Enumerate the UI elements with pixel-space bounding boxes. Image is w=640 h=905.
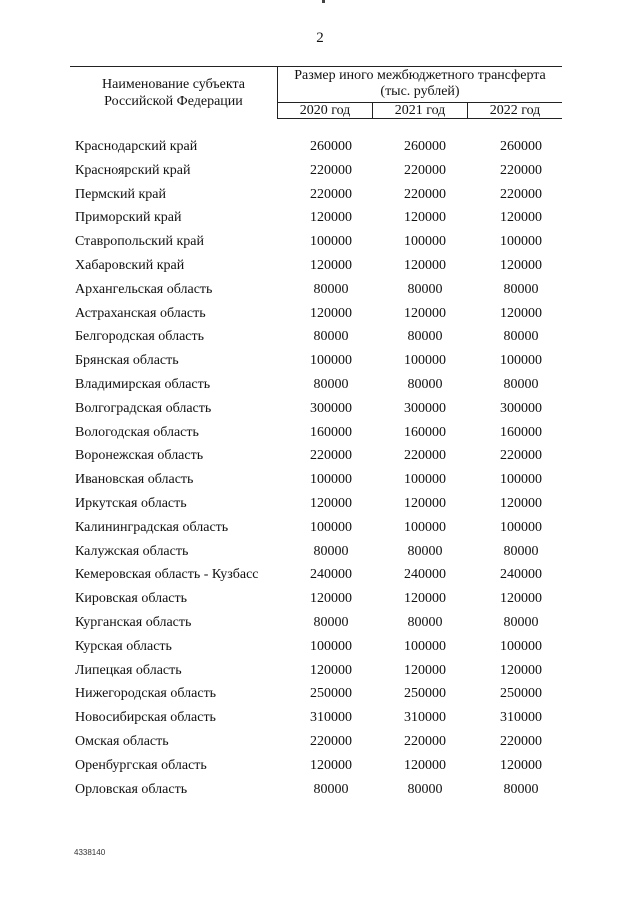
subject-name-cell: Иркутская область — [75, 495, 187, 511]
value-cell-2020: 220000 — [310, 162, 352, 178]
value-cell-2020: 120000 — [310, 257, 352, 273]
table-row — [0, 682, 640, 706]
subject-name-cell: Вологодская область — [75, 424, 199, 440]
table-row — [0, 421, 640, 445]
value-cell-2022: 100000 — [500, 353, 542, 369]
header-years — [278, 102, 562, 119]
value-cell-2020: 100000 — [310, 472, 352, 488]
value-cell-2020: 80000 — [313, 376, 349, 392]
value-cell-2021: 100000 — [404, 353, 446, 369]
value-cell-2021: 220000 — [404, 448, 446, 464]
value-cell-2022: 120000 — [500, 305, 542, 321]
value-cell-2021: 80000 — [407, 281, 443, 297]
value-cell-2021: 120000 — [404, 305, 446, 321]
value-cell-2021: 80000 — [407, 781, 443, 797]
table-row — [0, 373, 640, 397]
value-cell-2021: 100000 — [404, 519, 446, 535]
value-cell-2022: 100000 — [500, 519, 542, 535]
value-cell-2021: 120000 — [404, 757, 446, 773]
header-name-line1: Наименование субъекта — [102, 77, 245, 92]
header-transfer-size — [278, 67, 562, 103]
table-body — [0, 135, 640, 801]
value-cell-2022: 120000 — [500, 210, 542, 226]
subject-name-cell: Орловская область — [75, 781, 188, 797]
subject-name-cell: Краснодарский край — [75, 139, 198, 154]
subject-name-cell: Калининградская область — [75, 519, 229, 535]
subject-name-cell: Владимирская область — [75, 376, 211, 392]
table-row — [0, 563, 640, 587]
value-cell-2022: 260000 — [500, 139, 542, 154]
table-row — [0, 706, 640, 730]
value-cell-2022: 120000 — [500, 662, 542, 678]
table-row — [0, 302, 640, 326]
value-cell-2021: 120000 — [404, 495, 446, 511]
value-cell-2021: 120000 — [404, 591, 446, 607]
value-cell-2020: 80000 — [313, 543, 349, 559]
header-year-2021: 2021 год — [373, 102, 468, 119]
header-year-2020: 2020 год — [278, 102, 373, 119]
subject-name-cell: Ивановская область — [75, 472, 194, 488]
table-row — [0, 159, 640, 183]
subject-name-cell: Калужская область — [75, 543, 189, 559]
value-cell-2020: 100000 — [310, 234, 352, 250]
value-cell-2021: 80000 — [407, 543, 443, 559]
value-cell-2020: 120000 — [310, 495, 352, 511]
value-cell-2022: 100000 — [500, 638, 542, 654]
subject-name-cell: Пермский край — [75, 186, 166, 202]
value-cell-2020: 120000 — [310, 757, 352, 773]
table-row — [0, 183, 640, 207]
subject-name-cell: Нижегородская область — [75, 686, 217, 702]
value-cell-2021: 300000 — [404, 400, 446, 416]
subject-name-cell: Воронежская область — [75, 448, 204, 464]
value-cell-2020: 80000 — [313, 614, 349, 630]
value-cell-2022: 80000 — [503, 329, 539, 345]
table-row — [0, 325, 640, 349]
value-cell-2020: 160000 — [310, 424, 352, 440]
table-row — [0, 516, 640, 540]
table-row — [0, 397, 640, 421]
value-cell-2022: 80000 — [503, 543, 539, 559]
subject-name-cell: Новосибирская область — [75, 710, 216, 726]
subject-name-cell: Кировская область — [75, 591, 188, 607]
value-cell-2022: 240000 — [500, 567, 542, 583]
table-row — [0, 444, 640, 468]
value-cell-2020: 120000 — [310, 210, 352, 226]
header-size-line1: Размер иного межбюджетного трансферта — [294, 68, 546, 83]
subject-name-cell: Ставропольский край — [75, 234, 204, 250]
value-cell-2020: 220000 — [310, 733, 352, 749]
header-year-2022: 2022 год — [489, 103, 541, 118]
header-bottom-line — [278, 118, 562, 119]
table-row — [0, 659, 640, 683]
value-cell-2022: 220000 — [500, 448, 542, 464]
table-row — [0, 778, 640, 802]
value-cell-2022: 100000 — [500, 472, 542, 488]
value-cell-2021: 80000 — [407, 614, 443, 630]
value-cell-2022: 160000 — [500, 424, 542, 440]
subject-name-cell: Красноярский край — [75, 162, 191, 178]
value-cell-2020: 100000 — [310, 353, 352, 369]
table-row — [0, 540, 640, 564]
subject-name-cell: Астраханская область — [75, 305, 206, 321]
page-number: 2 — [316, 30, 324, 46]
table-row — [0, 587, 640, 611]
table-row — [0, 135, 640, 159]
subject-name-cell: Архангельская область — [75, 281, 213, 297]
value-cell-2022: 220000 — [500, 733, 542, 749]
table-row — [0, 349, 640, 373]
subject-name-cell: Липецкая область — [75, 662, 182, 678]
header-size-line2: (тыс. рублей) — [380, 84, 460, 99]
header-subject-name — [70, 67, 278, 119]
value-cell-2021: 120000 — [404, 662, 446, 678]
value-cell-2021: 80000 — [407, 376, 443, 392]
subject-name-cell: Омская область — [75, 733, 169, 749]
subject-name-cell: Кемеровская область - Кузбасс — [75, 567, 259, 583]
value-cell-2020: 240000 — [310, 567, 352, 583]
subject-name-cell: Брянская область — [75, 353, 179, 369]
value-cell-2022: 80000 — [503, 281, 539, 297]
value-cell-2022: 310000 — [500, 710, 542, 726]
value-cell-2020: 250000 — [310, 686, 352, 702]
document-id: 4338140 — [74, 848, 106, 857]
subject-name-cell: Курская область — [75, 638, 172, 654]
subject-name-cell: Приморский край — [75, 210, 182, 226]
value-cell-2022: 80000 — [503, 614, 539, 630]
value-cell-2020: 120000 — [310, 662, 352, 678]
value-cell-2022: 80000 — [503, 376, 539, 392]
value-cell-2020: 100000 — [310, 519, 352, 535]
value-cell-2021: 220000 — [404, 733, 446, 749]
value-cell-2022: 250000 — [500, 686, 542, 702]
table-row — [0, 754, 640, 778]
header-name-line2: Российской Федерации — [104, 94, 243, 109]
table-row — [0, 635, 640, 659]
value-cell-2022: 100000 — [500, 234, 542, 250]
value-cell-2020: 300000 — [310, 400, 352, 416]
value-cell-2020: 310000 — [310, 710, 352, 726]
value-cell-2022: 220000 — [500, 186, 542, 202]
table-header — [70, 66, 562, 119]
value-cell-2020: 120000 — [310, 591, 352, 607]
value-cell-2021: 100000 — [404, 472, 446, 488]
value-cell-2021: 250000 — [404, 686, 446, 702]
value-cell-2021: 160000 — [404, 424, 446, 440]
value-cell-2022: 220000 — [500, 162, 542, 178]
table-row — [0, 254, 640, 278]
value-cell-2021: 310000 — [404, 710, 446, 726]
table-row — [0, 230, 640, 254]
value-cell-2022: 120000 — [500, 495, 542, 511]
scan-mark — [322, 0, 325, 3]
value-cell-2021: 80000 — [407, 329, 443, 345]
subject-name-cell: Волгоградская область — [75, 400, 212, 416]
value-cell-2020: 80000 — [313, 281, 349, 297]
value-cell-2021: 100000 — [404, 638, 446, 654]
table-row — [0, 206, 640, 230]
value-cell-2021: 120000 — [404, 210, 446, 226]
value-cell-2020: 80000 — [313, 329, 349, 345]
value-cell-2022: 120000 — [500, 257, 542, 273]
value-cell-2022: 120000 — [500, 757, 542, 773]
table-row — [0, 730, 640, 754]
value-cell-2020: 220000 — [310, 448, 352, 464]
table-row — [0, 468, 640, 492]
value-cell-2020: 260000 — [310, 139, 352, 154]
value-cell-2020: 100000 — [310, 638, 352, 654]
table-row — [0, 492, 640, 516]
value-cell-2021: 100000 — [404, 234, 446, 250]
value-cell-2021: 260000 — [404, 139, 446, 154]
table-row — [0, 278, 640, 302]
value-cell-2020: 80000 — [313, 781, 349, 797]
value-cell-2022: 80000 — [503, 781, 539, 797]
value-cell-2022: 120000 — [500, 591, 542, 607]
value-cell-2021: 220000 — [404, 186, 446, 202]
value-cell-2021: 220000 — [404, 162, 446, 178]
subject-name-cell: Оренбургская область — [75, 757, 207, 773]
value-cell-2020: 220000 — [310, 186, 352, 202]
subject-name-cell: Хабаровский край — [75, 257, 185, 273]
value-cell-2022: 300000 — [500, 400, 542, 416]
value-cell-2021: 120000 — [404, 257, 446, 273]
value-cell-2020: 120000 — [310, 305, 352, 321]
value-cell-2021: 240000 — [404, 567, 446, 583]
table-row — [0, 611, 640, 635]
subject-name-cell: Курганская область — [75, 614, 192, 630]
subject-name-cell: Белгородская область — [75, 329, 205, 345]
